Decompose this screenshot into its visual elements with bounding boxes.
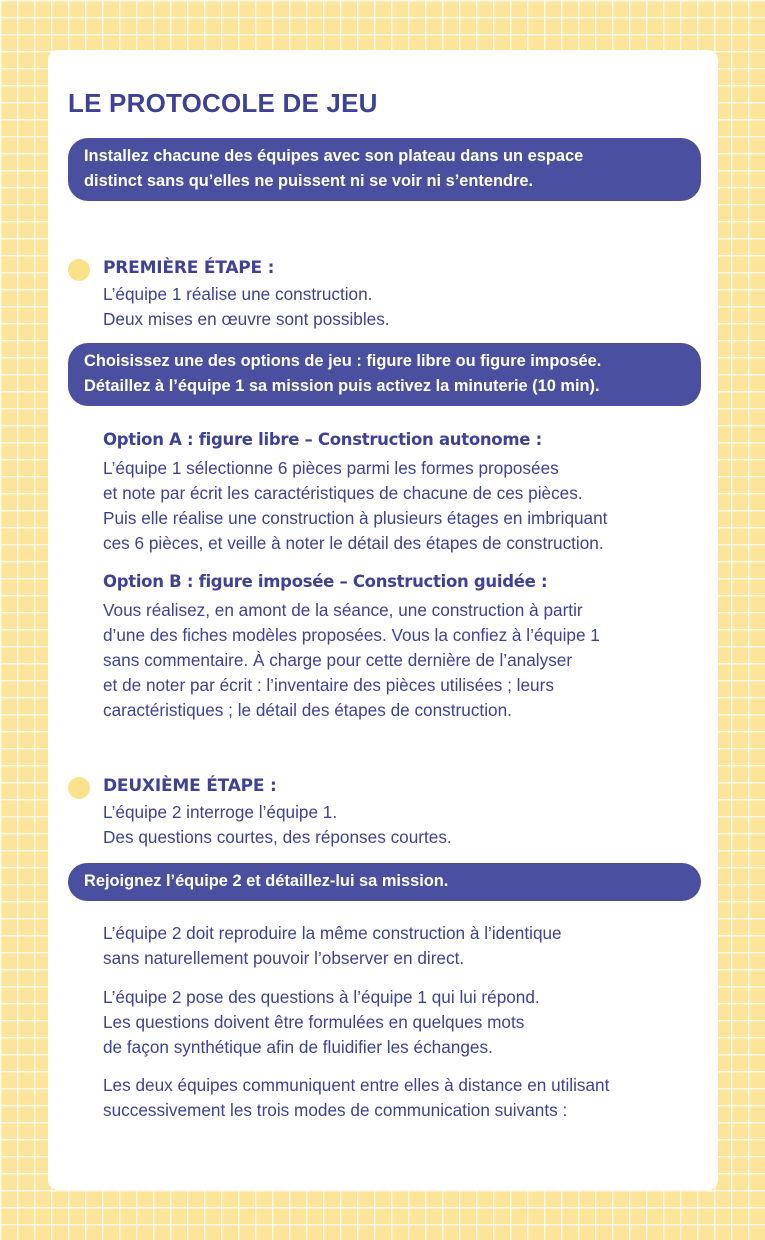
option-b-line: caractéristiques ; le détail des étapes de construction. — [103, 700, 512, 720]
step2-banner-line: Rejoignez l’équipe 2 et détaillez-lui sa mission. — [84, 872, 449, 890]
option-b-line: d’une des fiches modèles proposées. Vous la confiez à l’équipe 1 — [103, 625, 600, 645]
step1-banner-line: Choisissez une des options de jeu : figure libre ou figure imposée. — [84, 352, 602, 370]
step2-paragraph-2 — [103, 985, 540, 1060]
step1-description — [103, 282, 390, 332]
protocol-card — [48, 50, 718, 1190]
step2-paragraph-line: de façon synthétique afin de fluidifier les échanges. — [103, 1037, 493, 1057]
step1-line: L’équipe 1 réalise une construction. — [103, 284, 373, 304]
step1-bullet-dot — [68, 259, 90, 281]
step2-paragraph-1 — [103, 921, 562, 971]
option-a-title: Option A : figure libre – Construction autonome : — [103, 430, 542, 449]
option-a-line: L’équipe 1 sélectionne 6 pièces parmi les formes proposées — [103, 458, 559, 478]
step2-description — [103, 800, 452, 850]
option-b-line: sans commentaire. À charge pour cette dernière de l’analyser — [103, 650, 573, 670]
step1-banner — [68, 343, 701, 406]
step2-title: DEUXIÈME ÉTAPE : — [103, 776, 277, 796]
step2-line: Des questions courtes, des réponses courtes. — [103, 827, 452, 847]
step2-paragraph-line: Les questions doivent être formulées en quelques mots — [103, 1012, 525, 1032]
step2-line: L’équipe 2 interroge l’équipe 1. — [103, 802, 338, 822]
step2-paragraph-3 — [103, 1073, 609, 1123]
step2-paragraph-line: L’équipe 2 doit reproduire la même construction à l’identique — [103, 923, 562, 943]
step1-title: PREMIÈRE ÉTAPE : — [103, 258, 275, 278]
option-a-line: ces 6 pièces, et veille à noter le détail des étapes de construction. — [103, 533, 604, 553]
step2-paragraph-line: sans naturellement pouvoir l’observer en direct. — [103, 948, 465, 968]
option-b-description — [103, 598, 600, 723]
step1-line: Deux mises en œuvre sont possibles. — [103, 309, 390, 329]
step2-paragraph-line: Les deux équipes communiquent entre elles à distance en utilisant — [103, 1075, 610, 1095]
option-b-line: et de noter par écrit : l’inventaire des pièces utilisées ; leurs — [103, 675, 554, 695]
step2-banner — [68, 863, 701, 901]
option-a-description — [103, 456, 607, 556]
intro-banner-line: distinct sans qu’elles ne puissent ni se voir ni s’entendre. — [84, 172, 534, 190]
step1-banner-line: Détaillez à l’équipe 1 sa mission puis activez la minuterie (10 min). — [84, 377, 600, 395]
step2-paragraph-line: successivement les trois modes de communication suivants : — [103, 1100, 568, 1120]
intro-banner-line: Installez chacune des équipes avec son plateau dans un espace — [84, 147, 584, 165]
page-title: LE PROTOCOLE DE JEU — [68, 88, 378, 118]
step2-bullet-dot — [68, 777, 90, 799]
intro-banner — [68, 138, 701, 201]
option-b-line: Vous réalisez, en amont de la séance, une construction à partir — [103, 600, 583, 620]
option-b-title: Option B : figure imposée – Construction guidée : — [103, 572, 548, 591]
option-a-line: et note par écrit les caractéristiques de chacune de ces pièces. — [103, 483, 583, 503]
step2-paragraph-line: L’équipe 2 pose des questions à l’équipe 1 qui lui répond. — [103, 987, 540, 1007]
option-a-line: Puis elle réalise une construction à plusieurs étages en imbriquant — [103, 508, 608, 528]
